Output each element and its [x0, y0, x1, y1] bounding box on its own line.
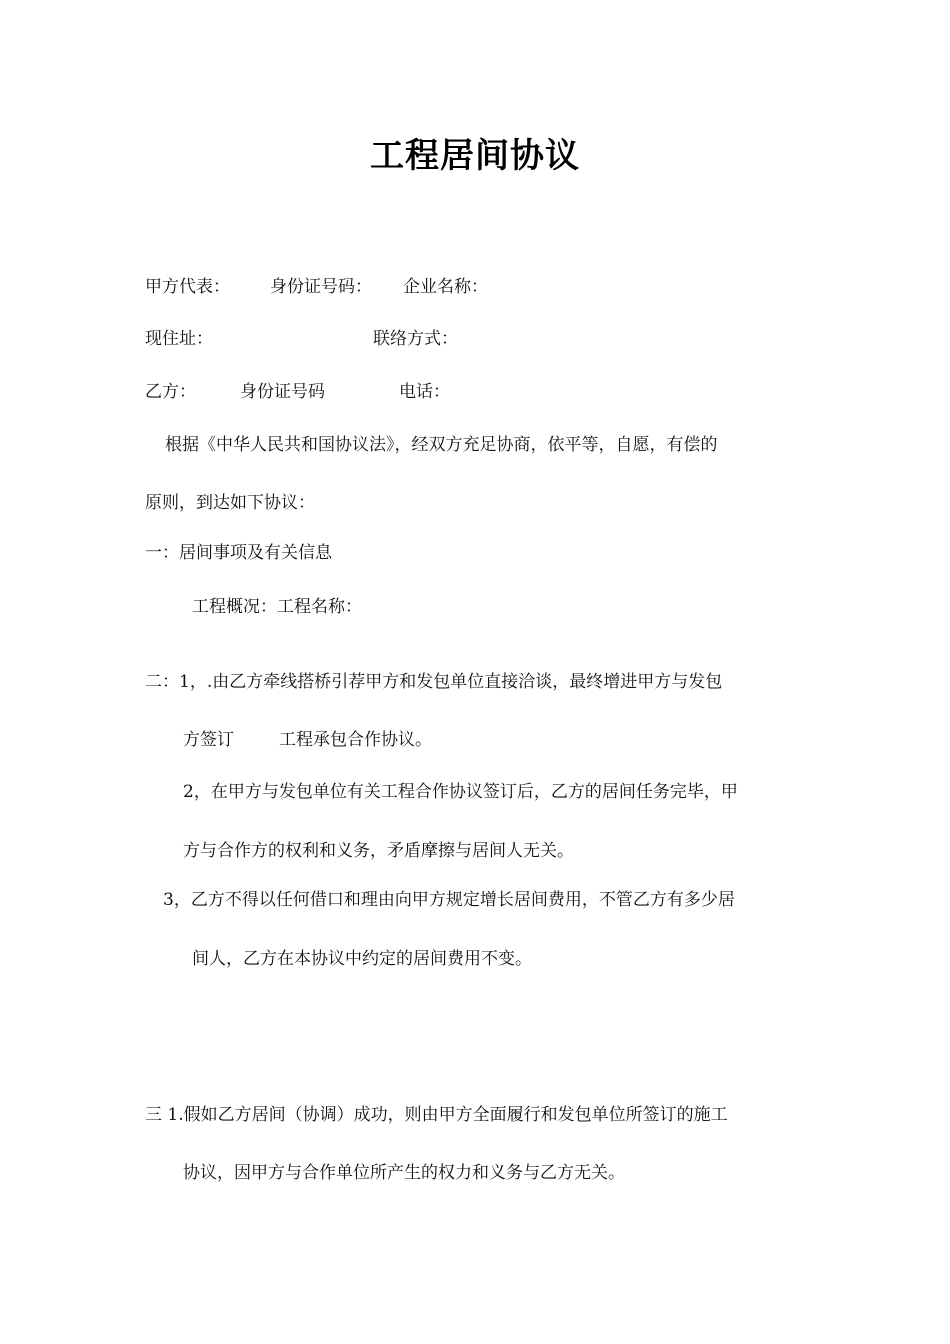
preamble-line-1: 根据《中华人民共和国协议法》，经双方充足协商，依平等，自愿，有偿的: [165, 435, 718, 455]
party-b-phone-label: 电话：: [399, 382, 450, 402]
section-2-item-3-line-1: 3，乙方不得以任何借口和理由向甲方规定增长居间费用，不管乙方有多少居: [163, 890, 735, 910]
preamble-line-2: 原则，到达如下协议：: [145, 493, 315, 513]
section-3-item-1-line-2: 协议，因甲方与合作单位所产生的权力和义务与乙方无关。: [183, 1163, 625, 1183]
contact-label: 联络方式：: [373, 329, 458, 349]
section-2-item-1-line-2b: 工程承包合作协议。: [279, 730, 432, 750]
party-a-id-label: 身份证号码：: [270, 277, 372, 297]
party-b-label: 乙方：: [145, 382, 196, 402]
section-2-item-3-line-2: 间人，乙方在本协议中约定的居间费用不变。: [192, 949, 532, 969]
section-2-item-1-line-1: 二：1，.由乙方牵线搭桥引荐甲方和发包单位直接洽谈，最终增进甲方与发包: [145, 672, 723, 692]
party-b-id-label: 身份证号码: [240, 382, 325, 402]
section-2-item-2-line-1: 2，在甲方与发包单位有关工程合作协议签订后，乙方的居间任务完毕，甲: [183, 782, 738, 802]
section-1-heading: 一：居间事项及有关信息: [145, 543, 332, 563]
section-3-item-1-line-1: 三 1.假如乙方居间（协调）成功，则由甲方全面履行和发包单位所签订的施工: [145, 1105, 728, 1125]
section-2-item-2-line-2: 方与合作方的权利和义务，矛盾摩擦与居间人无关。: [183, 841, 574, 861]
party-a-rep-label: 甲方代表：: [145, 277, 230, 297]
document-title: 工程居间协议: [370, 136, 580, 176]
section-2-item-1-line-2a: 方签订: [183, 730, 234, 750]
section-1-project: 工程概况：工程名称：: [192, 597, 362, 617]
address-label: 现住址：: [145, 329, 213, 349]
party-a-company-label: 企业名称：: [403, 277, 488, 297]
